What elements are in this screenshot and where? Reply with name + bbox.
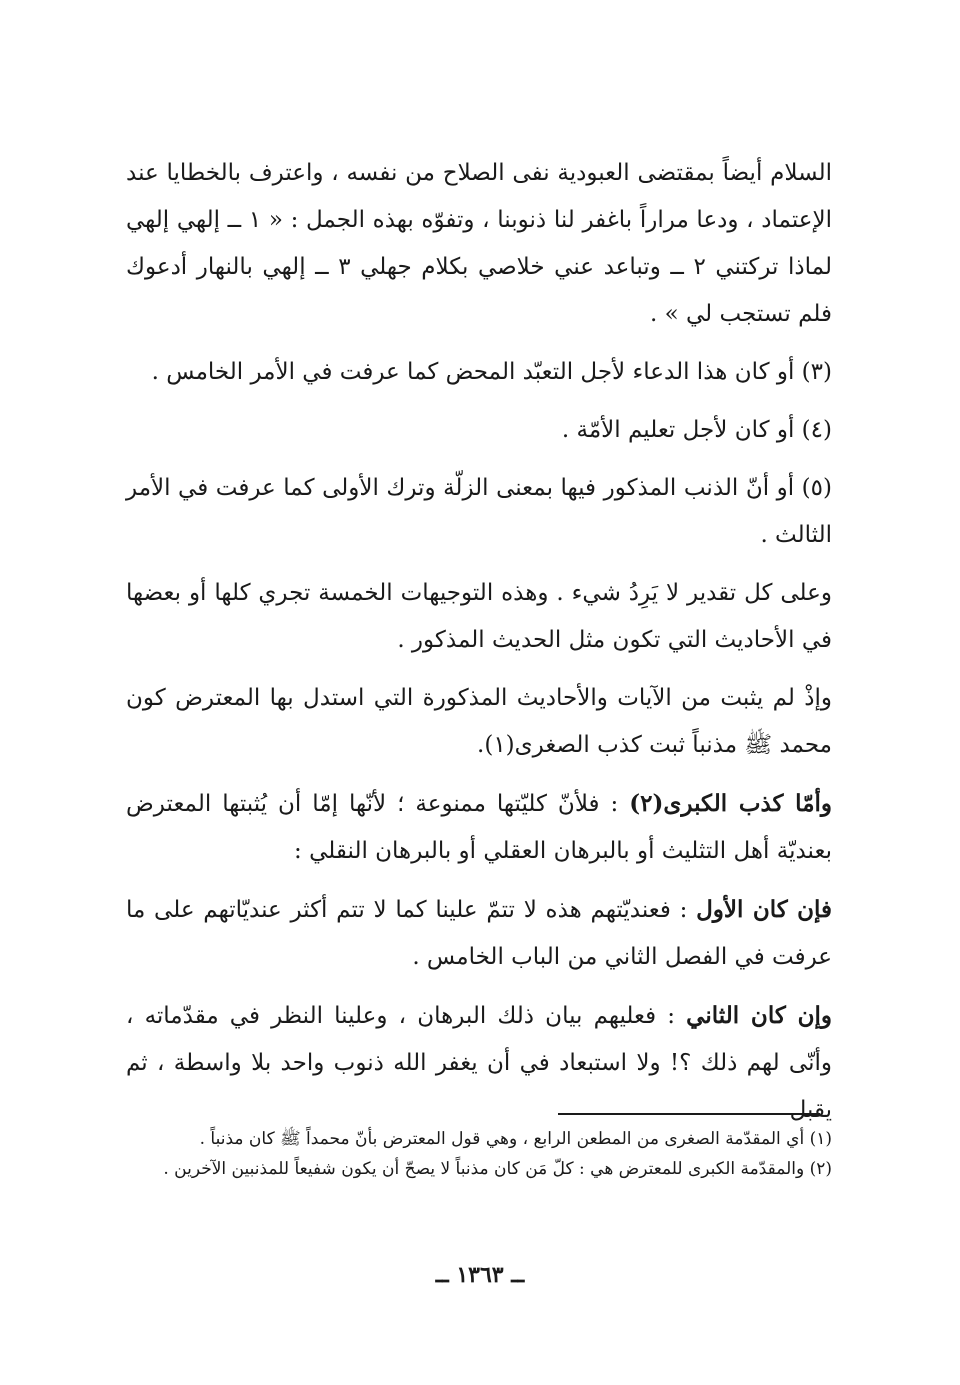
paragraph-continuation [126,150,832,338]
paragraph-text: (٤) أو كان لأجل تعليم الأمّة . [561,417,832,443]
paragraph-item-5 [126,465,832,559]
paragraph-major-premise [126,780,832,875]
paragraph-lead: فإن كان الأول [696,896,832,923]
paragraph-text: السلام أيضاً بمقتضى العبودية نفى الصلاح من نفسه ، واعترف بالخطايا عند الإعتماد ، ودعا مراراً باغفر لنا ذنوبنا ، وتفوّه بهذه الجمل : « ١ ــ إلهي إلهي لماذا تركتني ٢ ــ وتباعد عني خلاصي بكلام جهلي ٣ ــ إلهي بالنهار أدعوك فلم تستجب لي » . [126,160,832,327]
page-number: ــ ١٣٦٣ ــ [435,1262,525,1288]
paragraph-text: (٥) أو أنّ الذنب المذكور فيها بمعنى الزلّة وترك الأولى كما عرفت في الأمر الثالث . [126,475,832,548]
footnotes-block [126,1124,832,1184]
main-text-block [126,150,832,1134]
footnote-1: (١) أي المقدّمة الصغرى من المطعن الرابع ، وهي قول المعترض بأنّ محمداً ﷺ كان مذنباً . [199,1129,832,1149]
paragraph-text: وإذْ لم يثبت من الآيات والأحاديث المذكورة التي استدل بها المعترض كون محمد ﷺ مذنباً ثبت كذب الصغرى(١). [126,685,832,758]
footnote-2: (٢) والمقدّمة الكبرى للمعترض هي : كلّ مَن كان مذنباً لا يصحّ أن يكون شفيعاً للمذنبين الآخرين . [163,1159,832,1179]
paragraph-lead: وأمّا كذب الكبرى(٢) [629,790,833,817]
paragraph-text: : فعنديّتهم هذه لا تتمّ علينا كما لا تتم أكثر عنديّاتهم على ما عرفت في الفصل الثاني من الباب الخامس . [126,897,832,970]
paragraph-first-case [126,886,832,981]
paragraph-conclusion [126,570,832,664]
paragraph-item-3 [126,349,832,396]
paragraph-lead: وإن كان الثاني [686,1002,833,1029]
footnote-divider [558,1113,820,1115]
paragraph-text: : فعليهم بيان ذلك البرهان ، وعلينا النظر في مقدّماته ، وأنّى لهم ذلك ؟! ولا استبعاد في أن يغفر الله ذنوب واحد بلا واسطة ، ثم يقبل [126,1003,832,1123]
paragraph-text: وعلى كل تقدير لا يَرِدُ شيء . وهذه التوجيهات الخمسة تجري كلها أو بعضها في الأحاديث التي تكون مثل الحديث المذكور . [126,580,832,653]
paragraph-item-4 [126,407,832,454]
paragraph-minor-premise [126,675,832,769]
paragraph-text: (٣) أو كان هذا الدعاء لأجل التعبّد المحض كما عرفت في الأمر الخامس . [151,359,832,385]
paragraph-text: : فلأنّ كليّتها ممنوعة ؛ لأنّها إمّا أن يُثبتها المعترض بعنديّة أهل التثليث أو بالبرهان العقلي أو بالبرهان النقلي : [126,791,832,864]
